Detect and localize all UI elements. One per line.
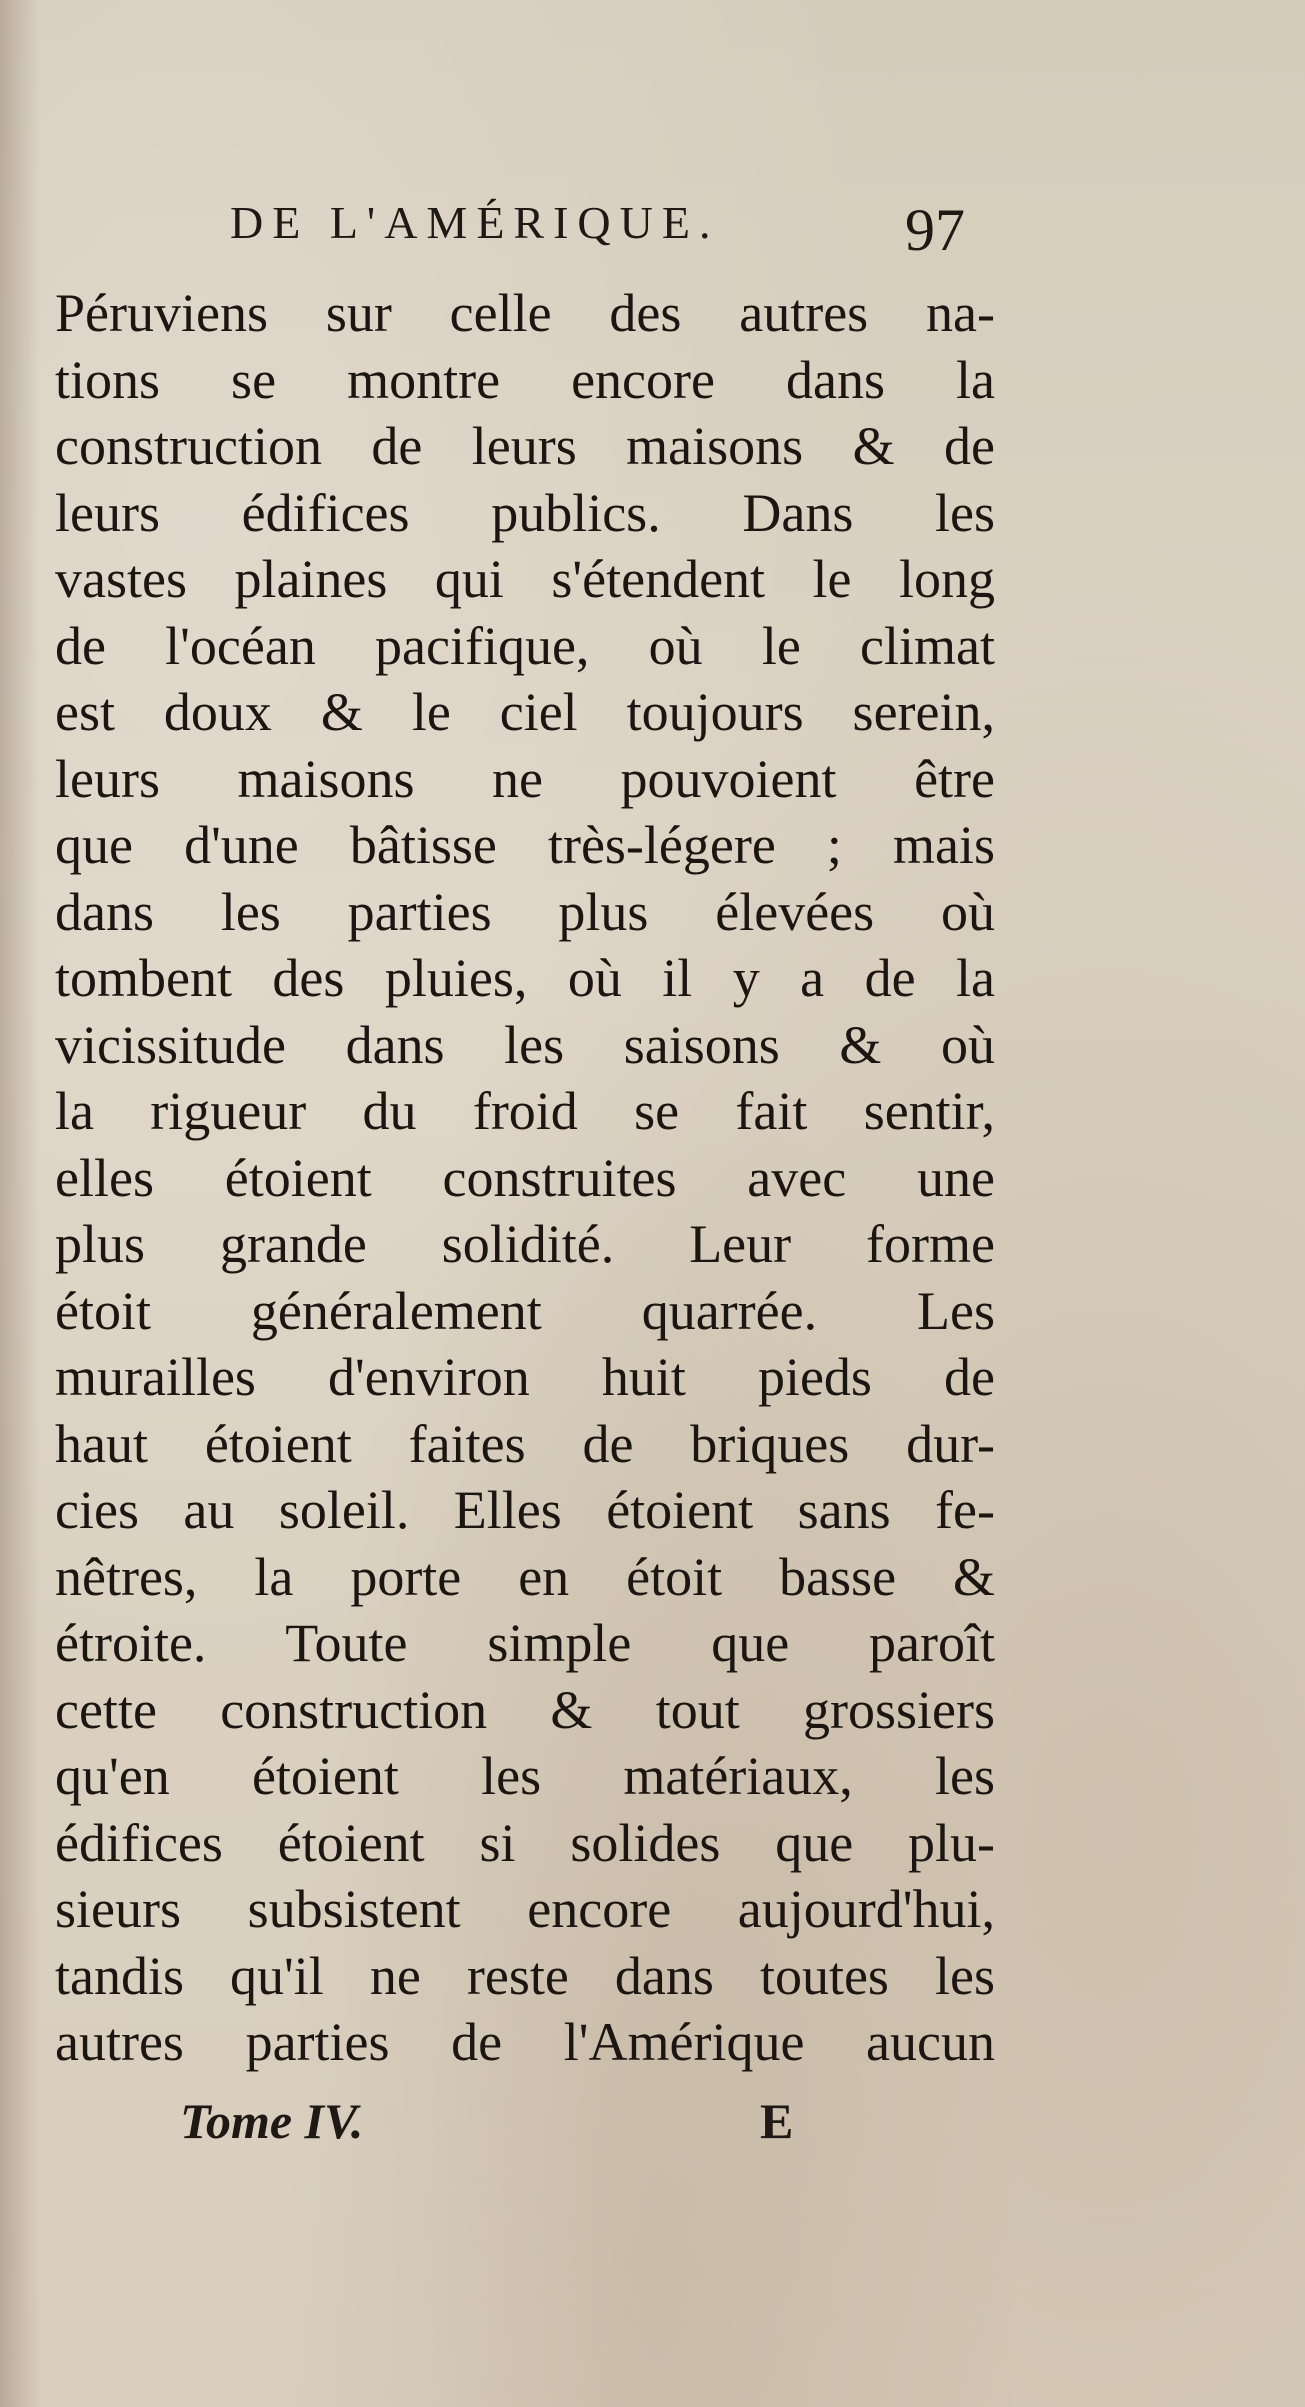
text-line: leurs édifices publics. Dans les <box>55 482 995 543</box>
text-line: de l'océan pacifique, où le climat <box>55 615 995 676</box>
running-head: DE L'AMÉRIQUE. <box>230 197 720 248</box>
text-line: que d'une bâtisse très-légere ; mais <box>55 815 995 875</box>
text-line: vastes plaines qui s'étendent le long <box>55 549 995 609</box>
signature-mark: Tome IV. <box>180 2093 364 2149</box>
text-line: étoit généralement quarrée. Les <box>55 1280 995 1341</box>
text-line: construction de leurs maisons & de <box>55 416 995 476</box>
text-line: qu'en étoient les matériaux, les <box>55 1746 995 1806</box>
text-line: dans les parties plus élevées où <box>55 881 995 942</box>
text-line: cette construction & tout grossiers <box>55 1679 995 1740</box>
text-line: cies au soleil. Elles étoient sans fe- <box>55 1480 995 1540</box>
text-line: édifices étoient si solides que plu- <box>55 1812 995 1873</box>
text-line: étroite. Toute simple que paroît <box>55 1613 995 1673</box>
signature-letter: E <box>760 2093 794 2149</box>
text-line: sieurs subsistent encore aujourd'hui, <box>55 1879 995 1939</box>
text-line: vicissitude dans les saisons & où <box>55 1014 995 1075</box>
body-text <box>55 280 995 2076</box>
text-line: murailles d'environ huit pieds de <box>55 1347 995 1407</box>
text-line: tombent des pluies, où il y a de la <box>55 948 995 1008</box>
text-line: haut étoient faites de briques dur- <box>55 1413 995 1474</box>
text-line: Péruviens sur celle des autres na- <box>55 283 995 343</box>
text-line: autres parties de l'Amérique aucun <box>55 2012 995 2072</box>
text-line: nêtres, la porte en étoit basse & <box>55 1546 995 1607</box>
text-line: est doux & le ciel toujours serein, <box>55 682 995 742</box>
text-line: plus grande solidité. Leur forme <box>55 1214 995 1274</box>
text-line: tandis qu'il ne reste dans toutes les <box>55 1945 995 2006</box>
page-number: 97 <box>905 197 965 263</box>
binding-shadow <box>0 0 40 2407</box>
text-line: elles étoient construites avec une <box>55 1147 995 1208</box>
text-line: la rigueur du froid se fait sentir, <box>55 1081 995 1141</box>
text-line: leurs maisons ne pouvoient être <box>55 748 995 809</box>
text-line: tions se montre encore dans la <box>55 349 995 410</box>
